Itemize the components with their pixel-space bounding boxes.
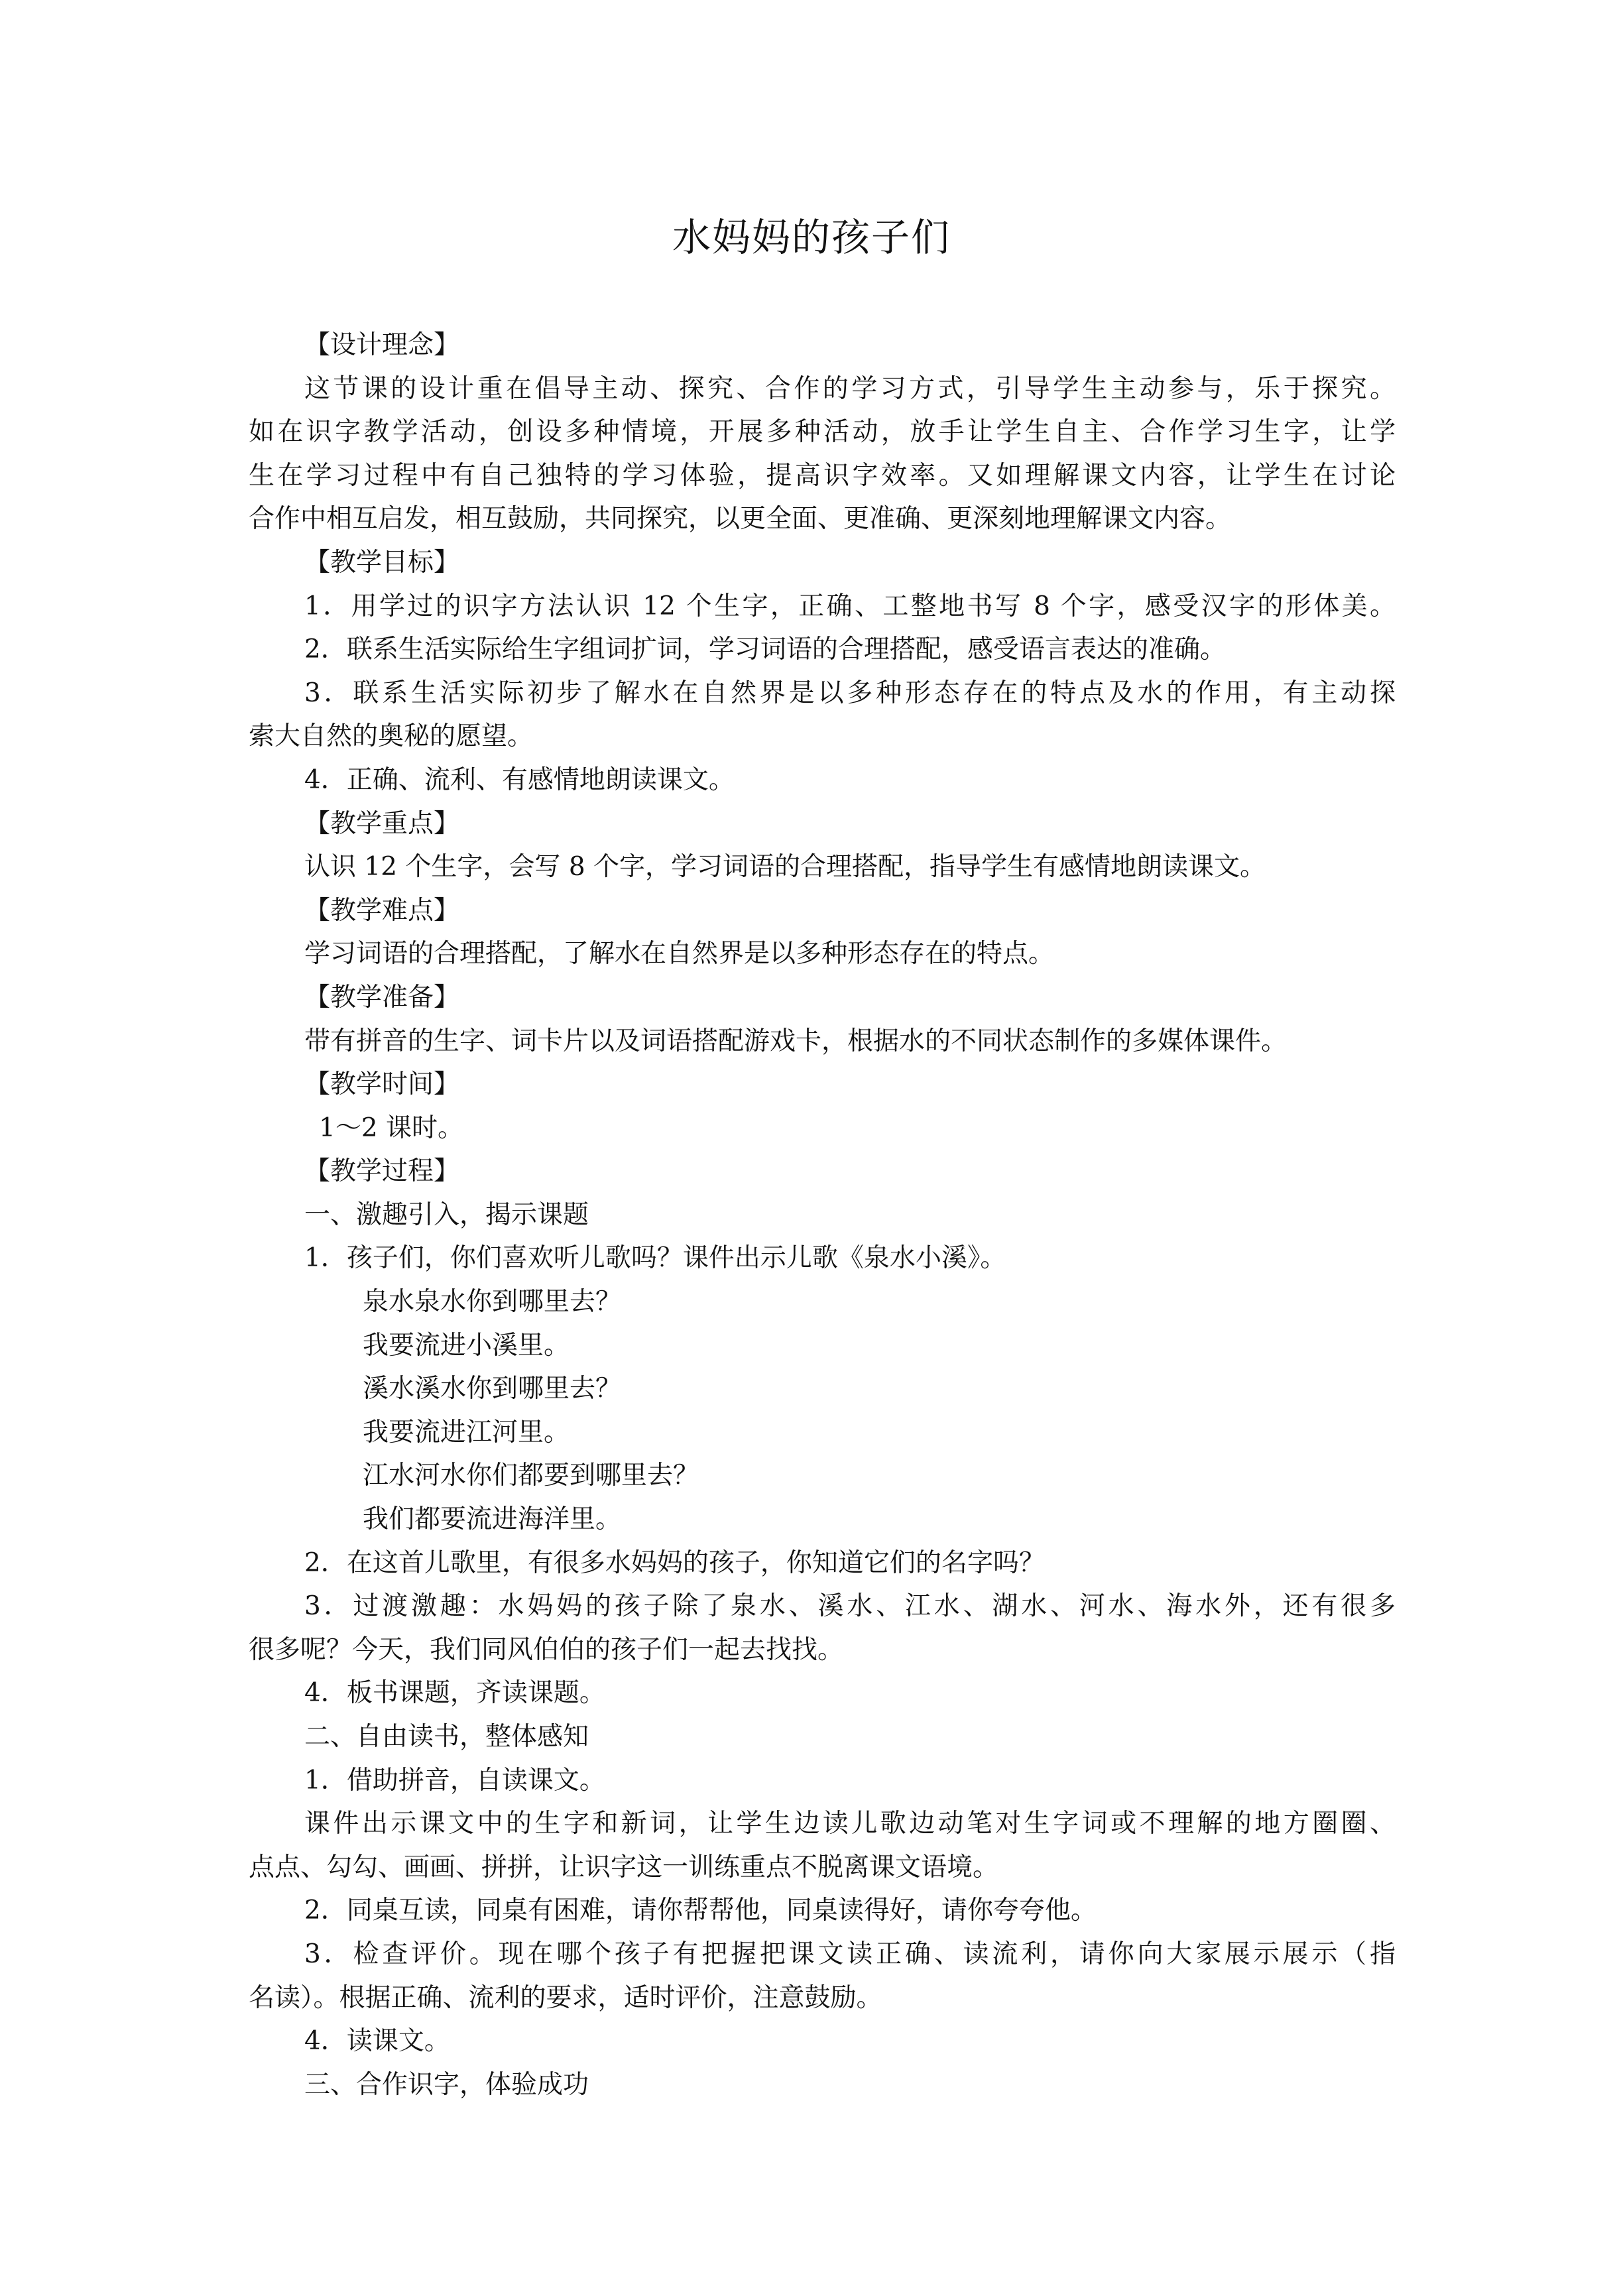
paragraph-line: 点点、勾勾、画画、拼拼，让识字这一训练重点不脱离课文语境。: [249, 1852, 999, 1882]
section-heading-time: 【教学时间】: [304, 1069, 460, 1100]
step-heading: 二、自由读书，整体感知: [304, 1722, 589, 1752]
section-heading-process: 【教学过程】: [304, 1156, 460, 1187]
list-item: 3．联系生活实际初步了解水在自然界是以多种形态存在的特点及水的作用，有主动探: [304, 678, 1396, 708]
step-heading: 一、激趣引入，揭示课题: [304, 1199, 589, 1230]
list-item: 1．借助拼音，自读课文。: [304, 1765, 605, 1795]
list-item: 1．用学过的识字方法认识 12 个生字，正确、工整地书写 8 个字，感受汉字的形体美。: [304, 591, 1396, 621]
paragraph-line: 如在识字教学活动，创设多种情境，开展多种活动，放手让学生自主、合作学习生字，让学: [249, 417, 1396, 448]
list-item: 4．正确、流利、有感情地朗读课文。: [304, 764, 735, 795]
step-heading: 三、合作识字，体验成功: [304, 2069, 589, 2100]
paragraph-line: 学习词语的合理搭配，了解水在自然界是以多种形态存在的特点。: [304, 939, 1055, 969]
document-title: 水妈妈的孩子们: [672, 215, 951, 260]
list-item: 4．读课文。: [304, 2026, 450, 2057]
section-heading-design: 【设计理念】: [304, 330, 460, 360]
section-heading-goals: 【教学目标】: [304, 547, 460, 577]
paragraph-line: 1～2 课时。: [319, 1113, 464, 1143]
list-item: 2．联系生活实际给生字组词扩词，学习词语的合理搭配，感受语言表达的准确。: [304, 634, 1226, 665]
poem-line: 我们都要流进海洋里。: [363, 1504, 622, 1535]
paragraph-line: 这节课的设计重在倡导主动、探究、合作的学习方式，引导学生主动参与，乐于探究。: [304, 373, 1396, 404]
paragraph-line: 生在学习过程中有自己独特的学习体验，提高识字效率。又如理解课文内容，让学生在讨论: [249, 460, 1396, 491]
list-item: 1．孩子们，你们喜欢听儿歌吗？课件出示儿歌《泉水小溪》。: [304, 1243, 1006, 1274]
list-item-continuation: 很多呢？今天，我们同风伯伯的孩子们一起去找找。: [249, 1634, 844, 1665]
poem-line: 泉水泉水你到哪里去？: [363, 1287, 622, 1317]
paragraph-line: 课件出示课文中的生字和新词，让学生边读儿歌边动笔对生字词或不理解的地方圈圈、: [304, 1809, 1396, 1839]
paragraph-line: 带有拼音的生字、词卡片以及词语搭配游戏卡，根据水的不同状态制作的多媒体课件。: [304, 1026, 1288, 1056]
section-heading-difficulties: 【教学难点】: [304, 895, 460, 926]
list-item-continuation: 名读）。根据正确、流利的要求，适时评价，注意鼓励。: [249, 1982, 882, 2013]
list-item: 3．检查评价。现在哪个孩子有把握把课文读正确、读流利，请你向大家展示展示（指: [304, 1939, 1396, 1969]
section-heading-key-points: 【教学重点】: [304, 808, 460, 839]
list-item: 2．在这首儿歌里，有很多水妈妈的孩子，你知道它们的名字吗？: [304, 1547, 1045, 1578]
section-heading-preparation: 【教学准备】: [304, 982, 460, 1012]
list-item-continuation: 索大自然的奥秘的愿望。: [249, 721, 534, 752]
document-body: [249, 324, 1396, 2106]
poem-line: 溪水溪水你到哪里去？: [363, 1374, 622, 1404]
paragraph-line: 认识 12 个生字，会写 8 个字，学习词语的合理搭配，指导学生有感情地朗读课文。: [304, 852, 1266, 882]
poem-line: 我要流进小溪里。: [363, 1330, 570, 1360]
poem-line: 江水河水你们都要到哪里去？: [363, 1461, 699, 1491]
list-item: 4．板书课题，齐读课题。: [304, 1678, 605, 1709]
list-item: 3．过渡激趣：水妈妈的孩子除了泉水、溪水、江水、湖水、河水、海水外，还有很多: [304, 1591, 1396, 1622]
poem-line: 我要流进江河里。: [363, 1417, 570, 1447]
paragraph-line: 合作中相互启发，相互鼓励，共同探究，以更全面、更准确、更深刻地理解课文内容。: [249, 504, 1232, 534]
list-item: 2．同桌互读，同桌有困难，请你帮帮他，同桌读得好，请你夸夸他。: [304, 1896, 1097, 1926]
